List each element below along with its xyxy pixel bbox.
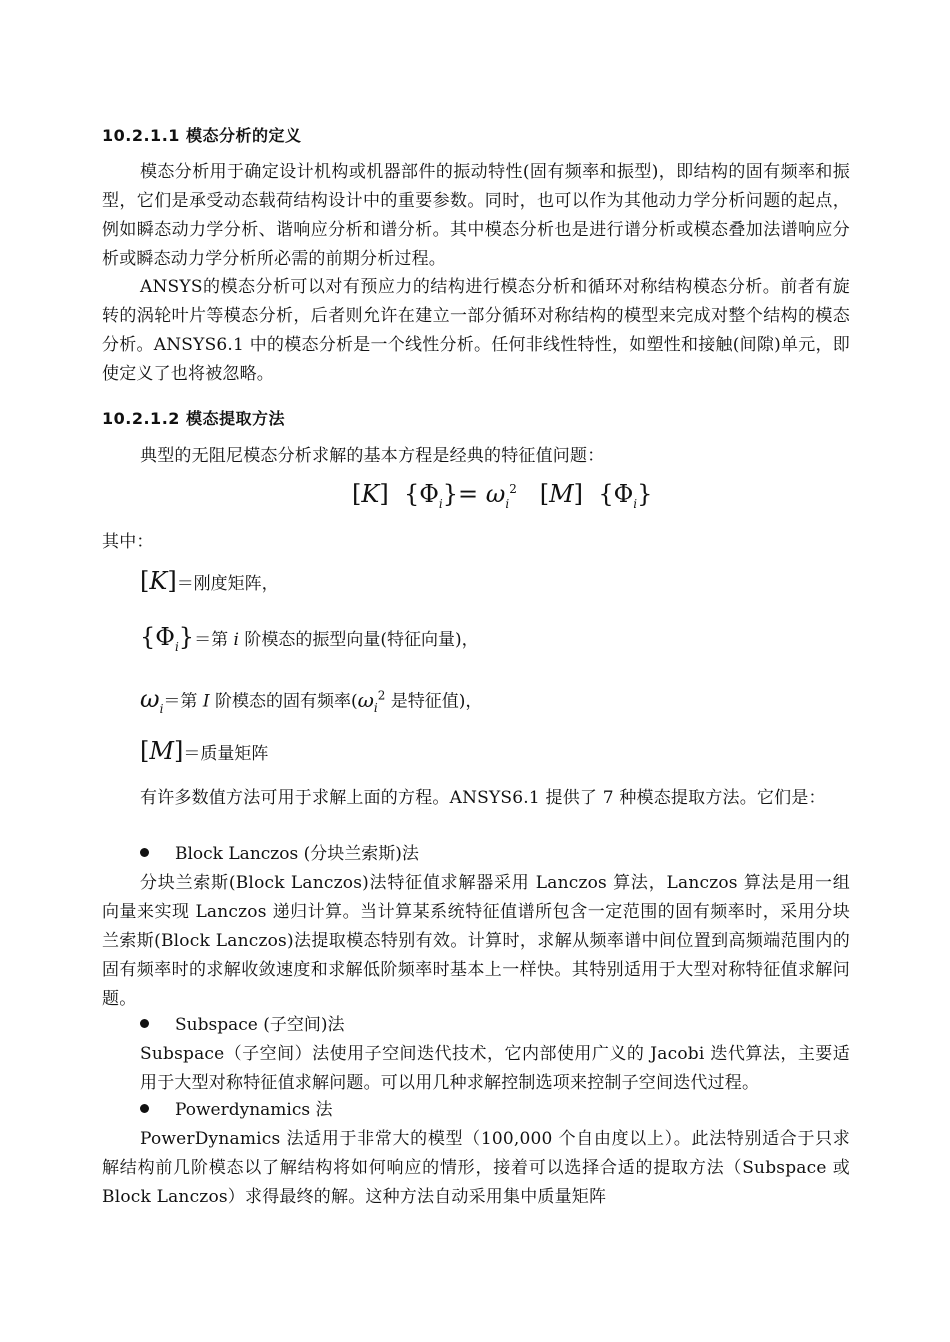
- method-title: Subspace (子空间)法: [175, 1015, 345, 1035]
- definition-m: [M]＝质量矩阵: [140, 737, 269, 765]
- method-text-powerdynamics: PowerDynamics 法适用于非常大的模型（100,000 个自由度以上）。此法特别适合于只求解结构前几阶模态以了解结构将如何响应的情形，接着可以选择合适的提取方法（Subspace 或 Block Lanczos）求得最终的解。这种方法自动采用集中质量矩阵: [102, 1129, 850, 1207]
- definition-phi-index: i: [233, 630, 239, 650]
- method-bullet-subspace: [140, 1011, 344, 1040]
- where-label: 其中：: [102, 532, 154, 552]
- definition-k: [K]＝刚度矩阵，: [140, 567, 279, 595]
- definition-omega-text-c: 是特征值)，: [385, 691, 483, 712]
- definition-phi-text-a: ＝第: [194, 630, 234, 650]
- method-bullet-block-lanczos: [140, 840, 419, 869]
- definition-k-text: ＝刚度矩阵，: [176, 574, 279, 594]
- method-title: Powerdynamics 法: [175, 1100, 333, 1120]
- method-bullet-powerdynamics: [140, 1096, 333, 1125]
- definition-phi: $\{\Phi_i\}=$第 i 阶模态的振型向量(特征向量)，: [140, 623, 479, 654]
- definition-phi-text-b: 阶模态的振型向量(特征向量)，: [238, 630, 479, 650]
- paragraph-methods-intro: 有许多数值方法可用于求解上面的方程。ANSYS6.1 提供了 7 种模态提取方法。它们是：: [140, 788, 826, 808]
- definition-m-text: ＝质量矩阵: [183, 744, 269, 764]
- section-heading-2: 10.2.1.2 模态提取方法: [102, 409, 285, 428]
- bullet-dot-icon: [140, 848, 149, 857]
- definition-omega-text-b: 阶模态的固有频率(: [209, 691, 358, 712]
- bullet-dot-icon: [140, 1104, 149, 1113]
- paragraph-equation-intro: 典型的无阻尼模态分析求解的基本方程是经典的特征值问题：: [140, 446, 605, 466]
- definition-omega: $\omega_i=$第 I 阶模态的固有频率($\omega_i^2$ 是特征值)，: [140, 684, 483, 716]
- paragraph-definition: 模态分析用于确定设计机构或机器部件的振动特性(固有频率和振型)，即结构的固有频率和振型，它们是承受动态载荷结构设计中的重要参数。同时，也可以作为其他动力学分析问题的起点，例如瞬态动力学分析、谐响应分析和谱分析。其中模态分析也是进行谱分析或模态叠加法谱响应分析或瞬态动力学分析所必需的前期分析过程。: [102, 162, 850, 269]
- paragraph-ansys-modal: ANSYS的模态分析可以对有预应力的结构进行模态分析和循环对称结构模态分析。前者有旋转的涡轮叶片等模态分析，后者则允许在建立一部分循环对称结构的模型来完成对整个结构的模态分析。ANSYS6.1 中的模态分析是一个线性分析。任何非线性特性，如塑性和接触(间隙)单元，即使定义了也将被忽略。: [102, 277, 850, 384]
- definition-omega-text-a: ＝第: [163, 691, 203, 712]
- section-heading-1: 10.2.1.1 模态分析的定义: [102, 126, 302, 145]
- method-text-block-lanczos: 分块兰索斯(Block Lanczos)法特征值求解器采用 Lanczos 算法，Lanczos 算法是用一组向量来实现 Lanczos 递归计算。当计算某系统特征值谱所包含一定范围的固有频率时，采用分块兰索斯(Block Lanczos)法提取模态特别有效。计算时，求解从频率谱中间位置到高频端范围内的固有频率时的求解收敛速度和求解低阶频率时基本上一样快。其特别适用于大型对称特征值求解问题。: [102, 873, 850, 1009]
- definition-omega-index: I: [202, 691, 210, 712]
- method-title: Block Lanczos (分块兰索斯)法: [175, 844, 419, 864]
- bullet-dot-icon: [140, 1019, 149, 1028]
- method-text-subspace: Subspace（子空间）法使用子空间迭代技术，它内部使用广义的 Jacobi 迭代算法，主要适用于大型对称特征值求解问题。可以用几种求解控制选项来控制子空间迭代过程。: [140, 1044, 850, 1093]
- eigenvalue-equation: [K] $\{\Phi_i\}= \omega_i^2$ [M] $\{\Phi_i\}$: [352, 480, 653, 511]
